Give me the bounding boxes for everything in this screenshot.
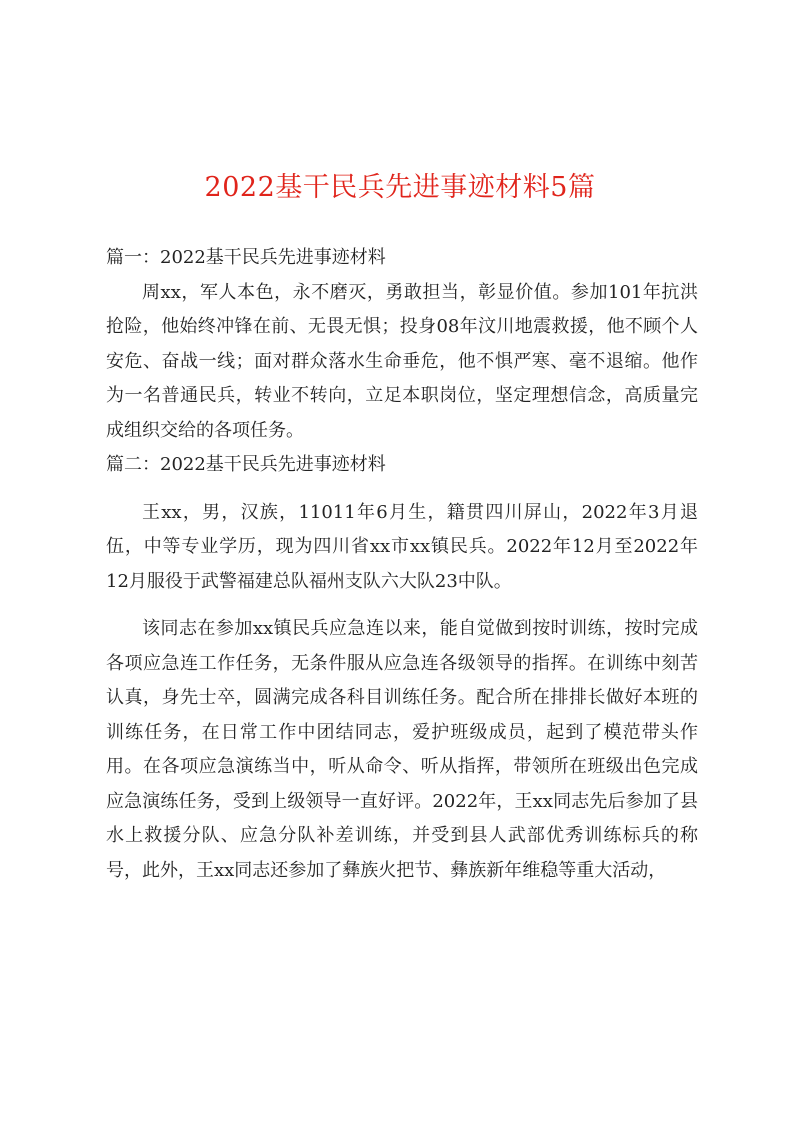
section-heading: 篇二：2022基干民兵先进事迹材料 <box>106 454 386 475</box>
body-paragraph: 周xx，军人本色，永不磨灭，勇敢担当，彰显价值。参加101年抗洪抢险，他始终冲锋在前、无畏无惧；投身08年汶川地震救援，他不顾个人安危、奋战一线；面对群众落水生命垂危，他不惧严寒、毫不退缩。他作为一名普通民兵，转业不转向，立足本职岗位，坚定理想信念，高质量完成组织交给的各项任务。 <box>106 281 698 441</box>
document-title: 2022基干民兵先进事迹材料5篇 <box>204 172 596 203</box>
section-heading: 篇一：2022基干民兵先进事迹材料 <box>106 247 386 268</box>
body-paragraph: 王xx，男，汉族，11011年6月生，籍贯四川屏山，2022年3月退伍，中等专业学历，现为四川省xx市xx镇民兵。2022年12月至2022年12月服役于武警福建总队福州支队六大队23中队。 <box>106 501 698 592</box>
body-paragraph: 该同志在参加xx镇民兵应急连以来，能自觉做到按时训练，按时完成各项应急连工作任务，无条件服从应急连各级领导的指挥。在训练中刻苦认真，身先士卒，圆满完成各科目训练任务。配合所在排排长做好本班的训练任务，在日常工作中团结同志，爱护班级成员，起到了模范带头作用。在各项应急演练当中，听从命令、听从指挥，带领所在班级出色完成应急演练任务，受到上级领导一直好评。2022年，王xx同志先后参加了县水上救援分队、应急分队补差训练，并受到县人武部优秀训练标兵的称号，此外，王xx同志还参加了彝族火把节、彝族新年维稳等重大活动， <box>106 618 698 881</box>
document-body <box>106 241 698 888</box>
